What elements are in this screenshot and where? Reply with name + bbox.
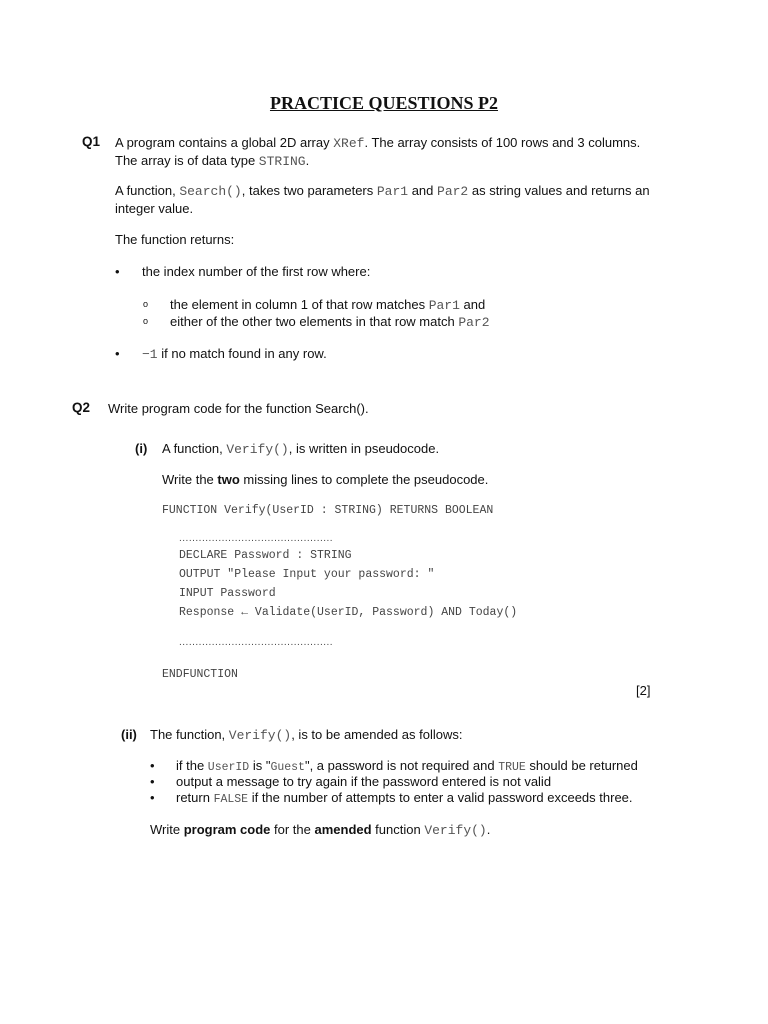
text: should be returned xyxy=(525,758,638,773)
code-false: FALSE xyxy=(213,793,249,806)
code-line-3: OUTPUT "Please Input your password: " xyxy=(179,568,435,581)
q2-intro: Write program code for the function Search(). xyxy=(108,401,369,416)
text: missing lines to complete the pseudocode. xyxy=(239,472,489,487)
text: if the number of attempts to enter a valid password exceeds three. xyxy=(248,790,633,805)
bullet-icon: • xyxy=(150,790,155,805)
q1-paragraph-3: The function returns: xyxy=(115,232,235,247)
part-i-line-1 xyxy=(162,440,439,458)
text: and xyxy=(459,297,486,312)
text: , is written in pseudocode. xyxy=(288,441,440,456)
text: if no match found in any row. xyxy=(157,346,327,361)
text: , takes two parameters xyxy=(241,183,377,198)
q1-sub-bullet-1 xyxy=(170,296,485,314)
q1-bullet-2 xyxy=(142,345,327,363)
code-line-6: ENDFUNCTION xyxy=(162,668,238,681)
code-search: Search() xyxy=(179,184,242,199)
part-i-label: (i) xyxy=(135,441,148,456)
part-ii-line-1 xyxy=(150,726,462,744)
part-i-line-2 xyxy=(162,471,488,488)
code-par2: Par2 xyxy=(458,315,490,330)
code-line-4: INPUT Password xyxy=(179,587,276,600)
marks-label: [2] xyxy=(636,683,651,698)
text: . xyxy=(486,822,491,837)
code-par1: Par1 xyxy=(376,184,409,199)
q1-label: Q1 xyxy=(82,134,101,149)
bold-text: program code xyxy=(183,822,271,837)
q1-paragraph-1 xyxy=(115,134,640,170)
text: the element in column 1 of that row matches xyxy=(170,297,429,312)
text: either of the other two elements in that row match xyxy=(170,314,459,329)
bullet-icon: • xyxy=(115,264,120,279)
code-true: TRUE xyxy=(498,761,526,774)
text: ", a password is not required and xyxy=(304,758,499,773)
text: function xyxy=(371,822,425,837)
bold-text: amended xyxy=(314,822,372,837)
text: Write the xyxy=(162,472,218,487)
bullet-icon: • xyxy=(150,774,155,789)
bullet-icon: • xyxy=(115,346,120,361)
code-par2: Par2 xyxy=(437,184,469,199)
text: . xyxy=(305,153,310,168)
text: return xyxy=(176,790,214,805)
part-ii-bullet-2: output a message to try again if the password entered is not valid xyxy=(176,774,552,789)
circle-bullet-icon: o xyxy=(143,299,149,309)
q1-paragraph-2 xyxy=(115,182,650,217)
code-verify: Verify() xyxy=(226,442,289,457)
text: A function, xyxy=(115,183,180,198)
text: for the xyxy=(270,822,315,837)
blank-line-1: ............................................... xyxy=(179,533,334,544)
text: is " xyxy=(249,758,271,773)
page-title: PRACTICE QUESTIONS P2 xyxy=(269,93,499,113)
part-ii-bullet-3 xyxy=(176,789,633,808)
code-minus-one: −1 xyxy=(142,347,158,362)
bullet-icon: • xyxy=(150,758,155,773)
code-line-1: FUNCTION Verify(UserID : STRING) RETURNS BOOLEAN xyxy=(162,504,494,517)
text: , is to be amended as follows: xyxy=(291,727,463,742)
part-ii-label: (ii) xyxy=(121,727,137,742)
text: The array is of data type xyxy=(115,153,259,168)
bold-text: two xyxy=(217,472,240,487)
q1-sub-bullet-2 xyxy=(170,313,490,331)
q2-label: Q2 xyxy=(72,400,91,415)
circle-bullet-icon: o xyxy=(143,316,149,326)
code-line-2: DECLARE Password : STRING xyxy=(179,549,352,562)
code-xref: XRef xyxy=(333,136,365,151)
text: Write xyxy=(150,822,184,837)
part-ii-instruction xyxy=(150,821,490,839)
q1-bullet-1: the index number of the first row where: xyxy=(142,264,371,279)
text: and xyxy=(408,183,438,198)
code-verify: Verify() xyxy=(228,728,292,743)
text: A program contains a global 2D array xyxy=(115,135,334,150)
code-verify: Verify() xyxy=(424,823,487,838)
code-string: STRING xyxy=(258,154,306,169)
code-userid: UserID xyxy=(207,761,250,774)
code-guest: Guest xyxy=(270,761,305,774)
blank-line-2: ............................................... xyxy=(179,637,334,648)
text: integer value. xyxy=(115,201,194,216)
text: if the xyxy=(176,758,208,773)
code-line-5: Response ← Validate(UserID, Password) AND Today() xyxy=(179,606,518,619)
code-par1: Par1 xyxy=(428,298,460,313)
text: A function, xyxy=(162,441,227,456)
text: as string values and returns an xyxy=(468,183,650,198)
text: The function, xyxy=(150,727,229,742)
text: . The array consists of 100 rows and 3 columns. xyxy=(364,135,641,150)
